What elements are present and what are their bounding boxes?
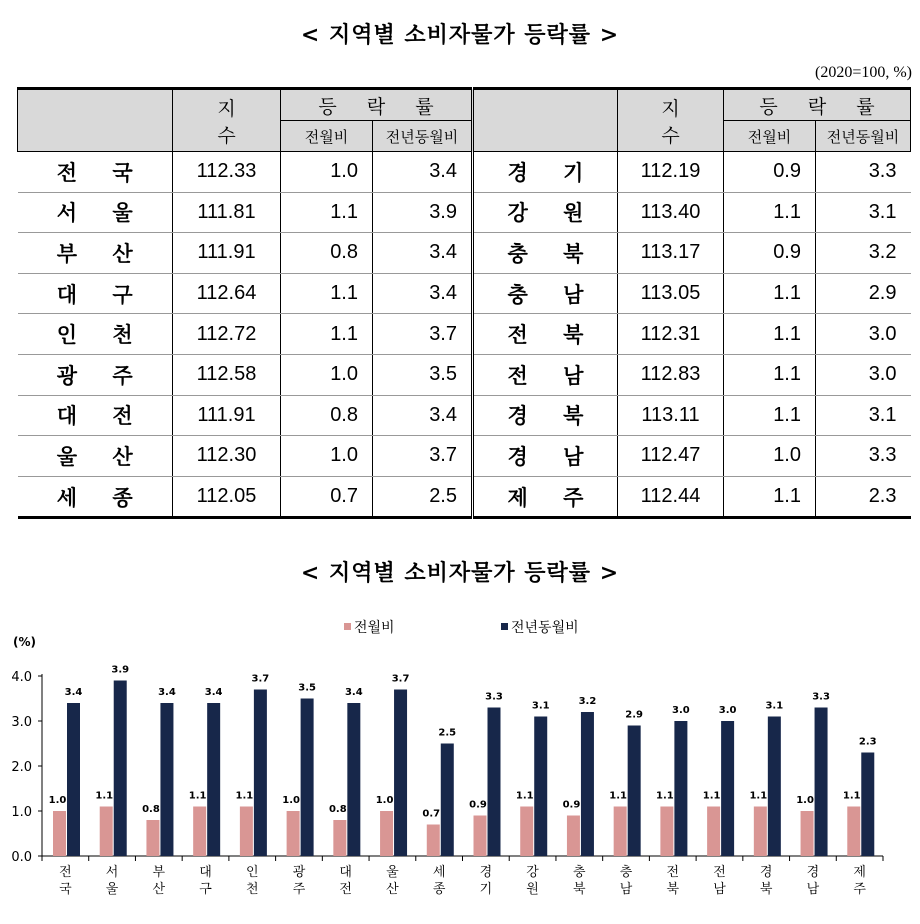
yoy-cell: 3.4 <box>373 233 473 274</box>
y-tick-label: 2.0 <box>11 760 32 775</box>
yoy-cell: 3.0 <box>816 354 911 395</box>
x-tick-label: 북 <box>573 882 586 897</box>
bar-mom <box>240 807 253 857</box>
yoy-cell: 3.4 <box>373 273 473 314</box>
index-cell: 112.64 <box>173 273 281 314</box>
yoy-cell: 3.3 <box>816 436 911 477</box>
x-tick-label: 전 <box>666 865 680 880</box>
region-cell: 제 주 <box>473 476 618 518</box>
yoy-cell: 3.3 <box>816 152 911 193</box>
mom-cell: 1.1 <box>724 273 816 314</box>
x-tick-label: 전 <box>713 865 726 880</box>
data-label-yoy: 3.4 <box>344 687 363 698</box>
index-cell: 112.19 <box>618 152 724 193</box>
legend-label-mom: 전월비 <box>354 620 395 636</box>
mom-cell: 0.9 <box>724 152 816 193</box>
data-label-yoy: 2.5 <box>438 727 457 739</box>
header-index-left: 지 수 <box>173 89 281 152</box>
bar-mom <box>474 816 487 857</box>
bar-yoy <box>67 703 80 856</box>
mom-cell: 0.8 <box>281 395 373 436</box>
data-label-yoy: 2.9 <box>625 709 644 721</box>
mom-cell: 0.9 <box>724 233 816 274</box>
index-cell: 113.40 <box>618 192 724 233</box>
region-cell: 세 종 <box>18 476 173 518</box>
x-tick-label: 북 <box>759 882 773 897</box>
bar-mom <box>801 811 814 856</box>
bar-mom <box>53 811 66 856</box>
bar-mom <box>193 807 206 857</box>
table-row <box>18 395 911 436</box>
header-yoy-left: 전년동월비 <box>373 121 473 152</box>
region-cell: 충 북 <box>473 233 618 274</box>
mom-cell: 0.7 <box>281 476 373 518</box>
region-cell: 전 북 <box>473 314 618 355</box>
x-tick-label: 산 <box>152 882 166 897</box>
x-tick-label: 주 <box>292 882 306 897</box>
bar-mom <box>707 807 720 857</box>
bar-yoy <box>768 717 781 857</box>
region-cell: 대 구 <box>18 273 173 314</box>
mom-cell: 1.1 <box>724 395 816 436</box>
yoy-cell: 3.0 <box>816 314 911 355</box>
x-tick-label: 구 <box>199 882 212 897</box>
data-label-mom: 1.1 <box>515 790 534 802</box>
x-tick-label: 울 <box>386 865 399 880</box>
index-cell: 111.91 <box>173 395 281 436</box>
yoy-cell: 3.1 <box>816 192 911 233</box>
x-tick-label: 국 <box>59 882 72 897</box>
table-row <box>18 476 911 518</box>
index-cell: 112.05 <box>173 476 281 518</box>
x-tick-label: 대 <box>199 865 212 880</box>
x-tick-label: 강 <box>526 865 539 880</box>
header-rate-left: 등 락 률 <box>281 89 473 121</box>
header-index-right: 지 수 <box>618 89 724 152</box>
data-label-mom: 0.7 <box>422 808 441 820</box>
mom-cell: 1.1 <box>724 314 816 355</box>
x-tick-label: 북 <box>666 882 680 897</box>
bar-yoy <box>674 721 687 856</box>
legend-swatch-yoy <box>501 623 508 630</box>
region-cell: 전 남 <box>473 354 618 395</box>
data-label-yoy: 3.4 <box>204 687 223 698</box>
bar-mom <box>146 820 159 856</box>
index-cell: 112.72 <box>173 314 281 355</box>
bar-yoy <box>441 744 454 857</box>
bar-mom <box>287 811 300 856</box>
bar-yoy <box>207 703 220 856</box>
yoy-cell: 3.7 <box>373 436 473 477</box>
y-tick-label: 3.0 <box>11 715 32 730</box>
table-row <box>18 354 911 395</box>
bar-yoy <box>861 753 874 857</box>
region-cell: 부 산 <box>18 233 173 274</box>
x-tick-label: 산 <box>386 882 399 897</box>
bar-yoy <box>534 717 547 857</box>
y-tick-label: 1.0 <box>11 805 32 820</box>
x-tick-label: 주 <box>853 882 866 897</box>
bar-mom <box>660 807 673 857</box>
data-label-mom: 1.0 <box>375 795 394 806</box>
x-tick-label: 충 <box>619 865 633 880</box>
bar-mom <box>380 811 393 856</box>
yoy-cell: 2.5 <box>373 476 473 518</box>
bar-yoy <box>581 712 594 856</box>
data-label-mom: 1.1 <box>749 790 768 802</box>
x-tick-label: 경 <box>759 865 773 880</box>
table-row <box>18 152 911 193</box>
region-cell: 인 천 <box>18 314 173 355</box>
y-axis-label: (%) <box>13 635 36 649</box>
x-tick-label: 세 <box>432 865 446 880</box>
data-label-mom: 1.1 <box>842 790 861 802</box>
x-tick-label: 전 <box>59 865 72 880</box>
region-cell: 서 울 <box>18 192 173 233</box>
data-label-mom: 1.1 <box>188 790 207 802</box>
chart-title: < 지역별 소비자물가 등락률 > <box>300 560 620 586</box>
x-tick-label: 전 <box>339 882 352 897</box>
data-label-yoy: 3.9 <box>111 664 130 676</box>
mom-cell: 1.1 <box>281 314 373 355</box>
region-cell: 전 국 <box>18 152 173 193</box>
x-tick-label: 종 <box>432 882 446 897</box>
region-cell: 경 북 <box>473 395 618 436</box>
region-cell: 충 남 <box>473 273 618 314</box>
bar-mom <box>333 820 346 856</box>
mom-cell: 1.0 <box>281 152 373 193</box>
yoy-cell: 3.2 <box>816 233 911 274</box>
x-tick-label: 경 <box>806 865 820 880</box>
table-title: < 지역별 소비자물가 등락률 > <box>300 22 620 48</box>
header-yoy-right: 전년동월비 <box>816 121 911 152</box>
table-row <box>18 233 911 274</box>
bar-chart <box>0 600 920 924</box>
yoy-cell: 3.5 <box>373 354 473 395</box>
bar-yoy <box>114 681 127 857</box>
table-row <box>18 436 911 477</box>
x-tick-label: 제 <box>853 865 866 880</box>
index-cell: 113.17 <box>618 233 724 274</box>
data-label-yoy: 3.1 <box>531 700 550 712</box>
index-cell: 112.44 <box>618 476 724 518</box>
yoy-cell: 2.9 <box>816 273 911 314</box>
data-label-mom: 1.0 <box>796 795 814 806</box>
x-tick-label: 인 <box>245 865 259 880</box>
x-tick-label: 기 <box>479 882 493 897</box>
data-label-yoy: 3.3 <box>812 691 830 703</box>
yoy-cell: 3.9 <box>373 192 473 233</box>
x-tick-label: 부 <box>152 865 166 880</box>
unit-note: (2020=100, %) <box>814 64 912 81</box>
yoy-cell: 3.1 <box>816 395 911 436</box>
y-tick-label: 0.0 <box>11 850 32 865</box>
table-row <box>18 192 911 233</box>
index-cell: 112.58 <box>173 354 281 395</box>
data-label-yoy: 3.0 <box>718 705 737 716</box>
x-tick-label: 남 <box>806 882 820 897</box>
index-cell: 113.11 <box>618 395 724 436</box>
x-tick-label: 남 <box>619 882 633 897</box>
region-cell: 경 기 <box>473 152 618 193</box>
legend-swatch-mom <box>344 623 351 630</box>
table-row <box>18 273 911 314</box>
region-cell: 광 주 <box>18 354 173 395</box>
bar-yoy <box>721 721 734 856</box>
bar-mom <box>754 807 767 857</box>
data-label-mom: 0.8 <box>142 804 160 815</box>
bar-yoy <box>488 708 501 857</box>
bar-yoy <box>628 726 641 857</box>
x-tick-label: 충 <box>573 865 586 880</box>
data-label-yoy: 2.3 <box>858 736 877 748</box>
data-label-yoy: 3.7 <box>251 673 270 685</box>
x-tick-label: 천 <box>245 882 259 897</box>
data-label-mom: 0.9 <box>469 799 487 811</box>
header-region-right <box>473 89 618 152</box>
x-tick-label: 원 <box>526 882 539 897</box>
region-cell: 강 원 <box>473 192 618 233</box>
region-cell: 울 산 <box>18 436 173 477</box>
bar-mom <box>614 807 627 857</box>
index-cell: 112.33 <box>173 152 281 193</box>
table-row <box>18 314 911 355</box>
mom-cell: 1.1 <box>281 192 373 233</box>
yoy-cell: 3.4 <box>373 152 473 193</box>
region-cell: 대 전 <box>18 395 173 436</box>
index-cell: 112.47 <box>618 436 724 477</box>
mom-cell: 1.1 <box>724 354 816 395</box>
mom-cell: 0.8 <box>281 233 373 274</box>
bar-mom <box>427 825 440 857</box>
header-region-left <box>18 89 173 152</box>
bar-yoy <box>347 703 360 856</box>
data-label-mom: 0.9 <box>562 799 581 811</box>
data-label-mom: 1.1 <box>702 790 721 802</box>
index-cell: 111.81 <box>173 192 281 233</box>
data-label-mom: 1.1 <box>95 790 114 802</box>
data-label-yoy: 3.0 <box>672 705 690 716</box>
bar-yoy <box>394 690 407 857</box>
mom-cell: 1.1 <box>724 476 816 518</box>
index-cell: 113.05 <box>618 273 724 314</box>
mom-cell: 1.1 <box>281 273 373 314</box>
index-cell: 111.91 <box>173 233 281 274</box>
data-label-mom: 1.1 <box>235 790 254 802</box>
index-cell: 112.30 <box>173 436 281 477</box>
x-tick-label: 서 <box>105 865 119 880</box>
bar-mom <box>100 807 113 857</box>
data-label-mom: 1.0 <box>48 795 67 806</box>
header-mom-left: 전월비 <box>281 121 373 152</box>
mom-cell: 1.0 <box>724 436 816 477</box>
mom-cell: 1.0 <box>281 436 373 477</box>
data-label-mom: 1.1 <box>609 790 628 802</box>
bar-mom <box>847 807 860 857</box>
data-label-yoy: 3.3 <box>485 691 503 703</box>
x-tick-label: 울 <box>105 882 119 897</box>
data-label-yoy: 3.1 <box>765 700 784 712</box>
mom-cell: 1.1 <box>724 192 816 233</box>
data-label-mom: 1.1 <box>656 790 674 802</box>
bar-mom <box>567 816 580 857</box>
header-mom-right: 전월비 <box>724 121 816 152</box>
index-cell: 112.83 <box>618 354 724 395</box>
data-label-mom: 0.8 <box>328 804 347 815</box>
bar-yoy <box>254 690 267 857</box>
data-label-mom: 1.0 <box>282 795 300 806</box>
yoy-cell: 3.7 <box>373 314 473 355</box>
yoy-cell: 2.3 <box>816 476 911 518</box>
region-cell: 경 남 <box>473 436 618 477</box>
cpi-table <box>17 87 911 519</box>
data-label-yoy: 3.5 <box>298 682 316 694</box>
data-label-yoy: 3.2 <box>578 696 597 707</box>
bar-yoy <box>301 699 314 857</box>
x-tick-label: 대 <box>339 865 352 880</box>
x-tick-label: 경 <box>479 865 493 880</box>
data-label-yoy: 3.4 <box>158 687 176 698</box>
legend-label-yoy: 전년동월비 <box>511 620 579 636</box>
data-label-yoy: 3.4 <box>64 687 83 698</box>
yoy-cell: 3.4 <box>373 395 473 436</box>
x-tick-label: 광 <box>292 865 306 880</box>
header-rate-right: 등 락 률 <box>724 89 911 121</box>
x-tick-label: 남 <box>713 882 726 897</box>
bar-yoy <box>160 703 173 856</box>
index-cell: 112.31 <box>618 314 724 355</box>
y-tick-label: 4.0 <box>11 670 32 685</box>
data-label-yoy: 3.7 <box>391 673 410 685</box>
bar-mom <box>520 807 533 857</box>
bar-yoy <box>815 708 828 857</box>
mom-cell: 1.0 <box>281 354 373 395</box>
